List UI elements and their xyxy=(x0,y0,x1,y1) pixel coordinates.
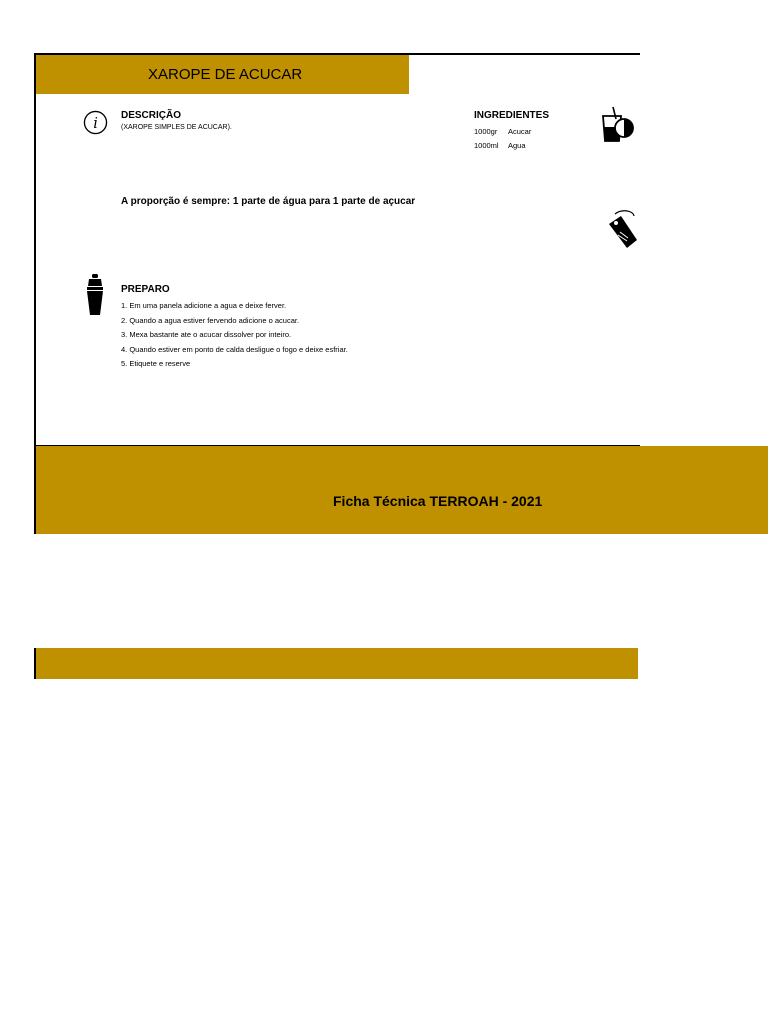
recipe-title: XAROPE DE ACUCAR xyxy=(148,66,303,83)
list-item: 1. Em uma panela adicione a agua e deixe ferver. xyxy=(121,301,287,310)
ingredient-name: Acucar xyxy=(508,127,532,136)
preparation-heading: PREPARO xyxy=(121,284,170,295)
description-text: (XAROPE SIMPLES DE ACUCAR). xyxy=(121,124,232,131)
info-icon xyxy=(83,110,108,135)
ingredient-qty: 1000gr xyxy=(474,127,498,136)
list-item: 4. Quando estiver em ponto de calda desligue o fogo e deixe esfriar. xyxy=(121,344,348,354)
ingredient-row xyxy=(474,141,526,150)
drink-icon xyxy=(600,105,636,143)
ingredients-heading: INGREDIENTES xyxy=(474,110,550,121)
description-heading: DESCRIÇÃO xyxy=(121,110,182,121)
bottom-band xyxy=(34,648,638,679)
list-item: 2. Quando a agua estiver fervendo adicione o acucar. xyxy=(121,315,300,325)
preparation-steps xyxy=(121,301,348,374)
price-tag-icon xyxy=(603,208,639,252)
ingredient-name: Agua xyxy=(508,141,526,150)
footer-text: Ficha Técnica TERROAH - 2021 xyxy=(333,493,543,509)
ingredient-row xyxy=(474,127,531,136)
footer-band xyxy=(36,446,768,534)
shaker-icon xyxy=(84,274,106,316)
list-item: 3. Mexa bastante ate o acucar dissolver por inteiro. xyxy=(121,330,292,340)
list-item: 5. Etiquete e reserve xyxy=(121,359,191,369)
proportion-note: A proporção é sempre: 1 parte de água para 1 parte de açucar xyxy=(121,196,416,207)
title-band xyxy=(36,55,409,94)
svg-text:i: i xyxy=(93,115,98,132)
ingredient-qty: 1000ml xyxy=(474,141,499,150)
